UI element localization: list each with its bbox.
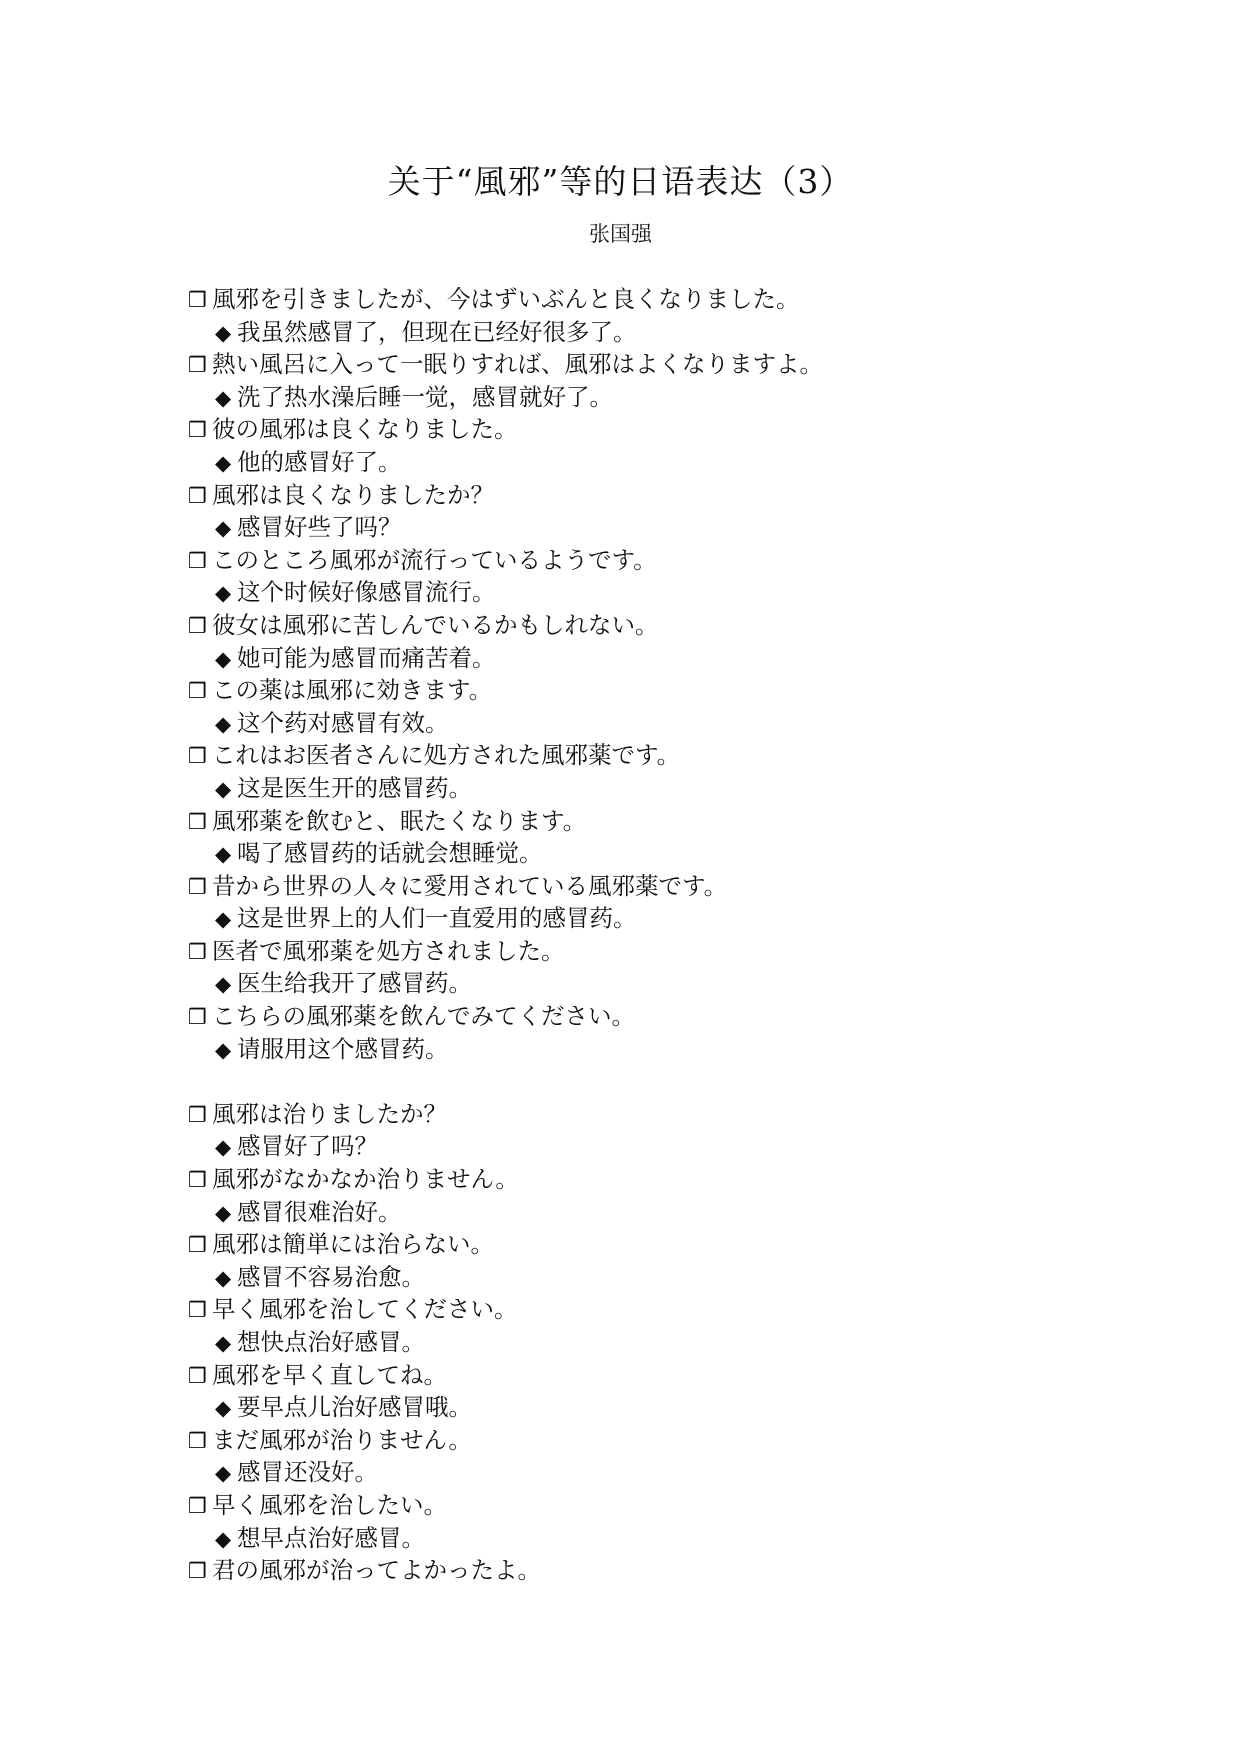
japanese-text: 風邪は治りましたか？ bbox=[212, 1099, 447, 1128]
chinese-text: 喝了感冒药的话就会想睡觉。 bbox=[237, 839, 543, 868]
japanese-sentence bbox=[188, 1098, 1148, 1131]
japanese-sentence bbox=[188, 413, 1148, 446]
japanese-sentence bbox=[188, 1359, 1148, 1392]
chinese-translation bbox=[188, 381, 1148, 414]
diamond-icon: ◆ bbox=[215, 516, 232, 541]
japanese-sentence bbox=[188, 1489, 1148, 1522]
japanese-sentence bbox=[188, 479, 1148, 512]
japanese-text: 風邪は簡単には治らない。 bbox=[212, 1230, 494, 1259]
box-icon: ❒ bbox=[188, 939, 207, 964]
japanese-text: 昔から世界の人々に愛用されている風邪薬です。 bbox=[212, 871, 728, 900]
chinese-translation bbox=[188, 837, 1148, 870]
chinese-text: 要早点儿治好感冒哦。 bbox=[237, 1393, 472, 1422]
box-icon: ❒ bbox=[188, 1005, 207, 1030]
chinese-text: 他的感冒好了。 bbox=[237, 447, 402, 476]
japanese-text: 早く風邪を治したい。 bbox=[212, 1490, 447, 1519]
diamond-icon: ◆ bbox=[215, 1331, 232, 1355]
box-icon: ❒ bbox=[188, 288, 207, 312]
japanese-sentence bbox=[188, 1424, 1148, 1457]
diamond-icon: ◆ bbox=[215, 842, 232, 867]
japanese-text: 風邪を引きましたが、今はずいぶんと良くなりました。 bbox=[212, 285, 800, 313]
japanese-sentence bbox=[188, 739, 1148, 772]
diamond-icon: ◆ bbox=[215, 776, 232, 801]
japanese-sentence bbox=[188, 935, 1148, 968]
japanese-sentence bbox=[188, 1163, 1148, 1196]
chinese-translation bbox=[188, 1456, 1148, 1489]
japanese-text: 風邪がなかなか治りません。 bbox=[212, 1165, 519, 1194]
chinese-translation bbox=[188, 1522, 1148, 1555]
chinese-translation bbox=[188, 576, 1148, 609]
japanese-text: まだ風邪が治りません。 bbox=[212, 1425, 472, 1454]
japanese-text: 早く風邪を治してください。 bbox=[212, 1295, 518, 1324]
chinese-text: 想早点治好感冒。 bbox=[237, 1523, 425, 1552]
chinese-text: 想快点治好感冒。 bbox=[237, 1328, 425, 1356]
chinese-translation bbox=[188, 1130, 1148, 1163]
box-icon: ❒ bbox=[188, 1102, 207, 1127]
diamond-icon: ◆ bbox=[215, 972, 232, 997]
page-title: 关于“風邪”等的日语表达（3） bbox=[387, 162, 854, 201]
box-icon: ❒ bbox=[188, 809, 207, 834]
diamond-icon: ◆ bbox=[215, 1396, 232, 1421]
japanese-sentence bbox=[188, 1554, 1148, 1587]
chinese-text: 我虽然感冒了，但现在已经好很多了。 bbox=[237, 317, 637, 346]
chinese-text: 感冒好些了吗？ bbox=[237, 513, 402, 542]
diamond-icon: ◆ bbox=[215, 320, 232, 345]
box-icon: ❒ bbox=[188, 1363, 207, 1388]
chinese-translation bbox=[188, 1391, 1148, 1424]
japanese-sentence bbox=[188, 544, 1148, 577]
diamond-icon: ◆ bbox=[215, 1135, 232, 1160]
chinese-translation bbox=[188, 1196, 1148, 1229]
chinese-translation bbox=[188, 642, 1148, 675]
chinese-translation bbox=[188, 772, 1148, 805]
author-name: 张国强 bbox=[589, 222, 652, 246]
diamond-icon: ◆ bbox=[215, 646, 232, 671]
japanese-text: 風邪を早く直してね。 bbox=[212, 1360, 447, 1389]
diamond-icon: ◆ bbox=[215, 711, 232, 736]
chinese-text: 请服用这个感冒药。 bbox=[237, 1034, 449, 1063]
japanese-text: 彼女は風邪に苦しんでいるかもしれない。 bbox=[212, 610, 659, 639]
section-spacer bbox=[188, 1065, 1148, 1098]
box-icon: ❒ bbox=[188, 1233, 207, 1258]
box-icon: ❒ bbox=[188, 548, 207, 573]
chinese-text: 洗了热水澡后睡一觉，感冒就好了。 bbox=[237, 382, 613, 411]
diamond-icon: ◆ bbox=[215, 1037, 232, 1062]
chinese-text: 医生给我开了感冒药。 bbox=[237, 969, 472, 998]
diamond-icon: ◆ bbox=[215, 1200, 232, 1225]
chinese-text: 这个时候好像感冒流行。 bbox=[237, 578, 496, 607]
japanese-text: こちらの風邪薬を飲んでみてください。 bbox=[212, 1002, 635, 1031]
box-icon: ❒ bbox=[188, 483, 207, 508]
chinese-translation bbox=[188, 316, 1148, 349]
chinese-translation bbox=[188, 1033, 1148, 1066]
chinese-text: 这个药对感冒有效。 bbox=[237, 708, 449, 737]
japanese-sentence bbox=[188, 805, 1148, 838]
japanese-sentence bbox=[188, 1000, 1148, 1033]
box-icon: ❒ bbox=[188, 1298, 207, 1323]
japanese-text: 医者で風邪薬を処方されました。 bbox=[212, 936, 565, 965]
box-icon: ❒ bbox=[188, 1559, 207, 1584]
diamond-icon: ◆ bbox=[215, 907, 232, 932]
japanese-sentence bbox=[188, 1293, 1148, 1326]
chinese-text: 感冒好了吗？ bbox=[237, 1132, 378, 1161]
box-icon: ❒ bbox=[188, 353, 207, 378]
chinese-text: 她可能为感冒而痛苦着。 bbox=[237, 643, 496, 672]
chinese-translation bbox=[188, 511, 1148, 544]
diamond-icon: ◆ bbox=[215, 581, 232, 606]
chinese-text: 感冒不容易治愈。 bbox=[237, 1262, 425, 1291]
chinese-translation bbox=[188, 1261, 1148, 1294]
japanese-text: これはお医者さんに処方された風邪薬です。 bbox=[212, 741, 681, 770]
diamond-icon: ◆ bbox=[215, 385, 232, 410]
japanese-text: 風邪薬を飲むと、眠たくなります。 bbox=[212, 806, 587, 835]
japanese-text: このところ風邪が流行っているようです。 bbox=[212, 545, 657, 574]
japanese-sentence bbox=[188, 348, 1148, 381]
japanese-sentence bbox=[188, 870, 1148, 903]
japanese-text: 熱い風呂に入って一眠りすれば、風邪はよくなりますよ。 bbox=[212, 350, 823, 379]
diamond-icon: ◆ bbox=[215, 1461, 232, 1486]
chinese-text: 感冒还没好。 bbox=[237, 1458, 378, 1487]
box-icon: ❒ bbox=[188, 418, 207, 443]
box-icon: ❒ bbox=[188, 613, 207, 638]
diamond-icon: ◆ bbox=[215, 450, 232, 475]
section-1 bbox=[188, 283, 1148, 1065]
box-icon: ❒ bbox=[188, 1428, 207, 1453]
chinese-translation bbox=[188, 1326, 1148, 1359]
japanese-sentence bbox=[188, 609, 1148, 642]
japanese-text: 彼の風邪は良くなりました。 bbox=[212, 415, 518, 444]
box-icon: ❒ bbox=[188, 744, 207, 769]
box-icon: ❒ bbox=[188, 1168, 207, 1193]
phrase-list bbox=[188, 283, 1148, 1587]
japanese-sentence bbox=[188, 1228, 1148, 1261]
box-icon: ❒ bbox=[188, 679, 207, 704]
japanese-text: 風邪は良くなりましたか？ bbox=[212, 480, 494, 509]
chinese-translation bbox=[188, 446, 1148, 479]
japanese-sentence bbox=[188, 283, 1148, 316]
section-2 bbox=[188, 1098, 1148, 1587]
chinese-translation bbox=[188, 967, 1148, 1000]
japanese-sentence bbox=[188, 674, 1148, 707]
chinese-text: 感冒很难治好。 bbox=[237, 1197, 402, 1226]
chinese-text: 这是医生开的感冒药。 bbox=[237, 773, 472, 802]
japanese-text: この薬は風邪に効きます。 bbox=[212, 676, 493, 705]
chinese-text: 这是世界上的人们一直爱用的感冒药。 bbox=[237, 904, 637, 933]
box-icon: ❒ bbox=[188, 874, 207, 899]
diamond-icon: ◆ bbox=[215, 1265, 232, 1290]
diamond-icon: ◆ bbox=[215, 1526, 232, 1551]
chinese-translation bbox=[188, 707, 1148, 740]
chinese-translation bbox=[188, 902, 1148, 935]
box-icon: ❒ bbox=[188, 1493, 207, 1518]
japanese-text: 君の風邪が治ってよかったよ。 bbox=[212, 1556, 541, 1585]
